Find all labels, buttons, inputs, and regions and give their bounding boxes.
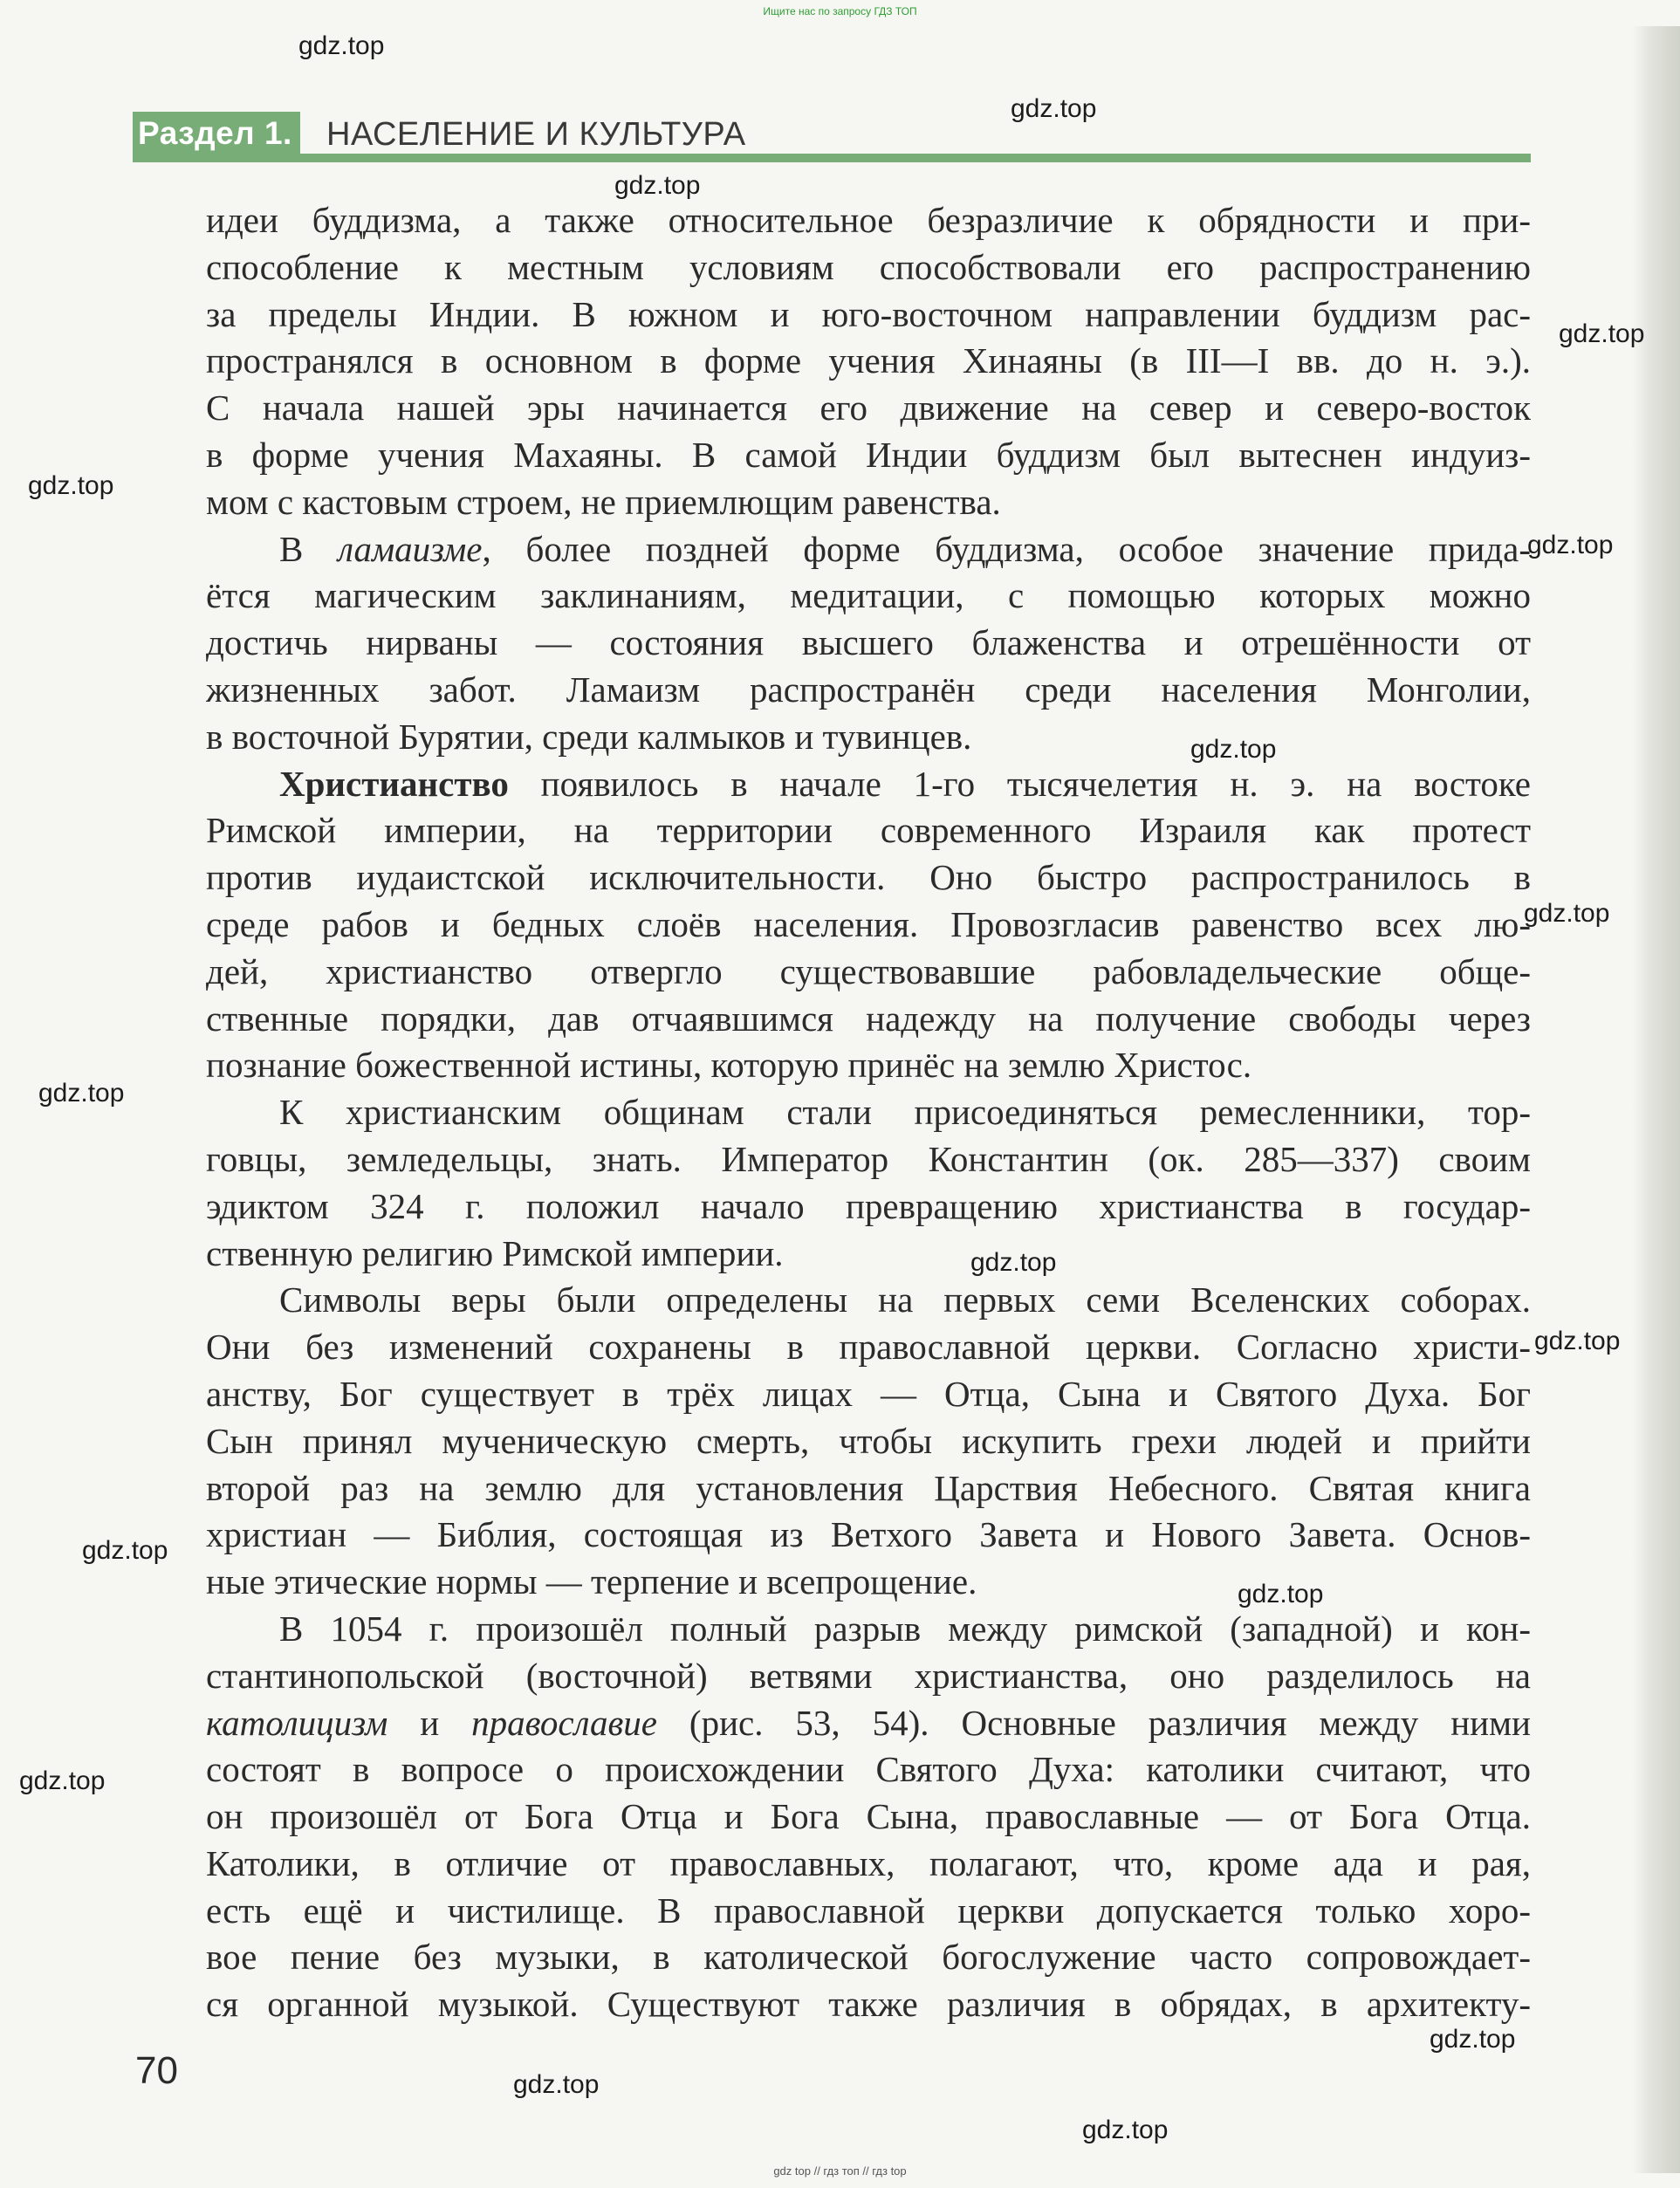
text-line: мом с кастовым строем, не приемлющим равенства. [206, 481, 1001, 522]
body-text [206, 197, 1531, 2028]
watermark: gdz.top [1534, 1327, 1621, 1355]
text-line: стантинопольской (восточной) ветвями христианства, оно разделилось на [206, 1655, 1531, 1696]
text-line: Христианство появилось в начале 1-го тысячелетия н. э. на востоке [279, 763, 1531, 804]
text-line: ственные порядки, дав отчаявшимся надежду на получение свободы через [206, 998, 1531, 1039]
text-line: среде рабов и бедных слоёв населения. Провозгласив равенство всех лю- [206, 903, 1531, 944]
text-line: за пределы Индии. В южном и юго-восточном направлении буддизм рас- [206, 293, 1531, 334]
watermark: gdz.top [1190, 735, 1277, 764]
text-line: он произошёл от Бога Отца и Бога Сына, православные — от Бога Отца. [206, 1796, 1531, 1837]
text-line: Римской империи, на территории современного Израиля как протест [206, 810, 1531, 851]
watermark: gdz.top [1524, 899, 1610, 928]
text-line: пространялся в основном в форме учения Хинаяны (в III—I вв. до н. э.). [206, 340, 1531, 381]
text-line: говцы, земледельцы, знать. Император Константин (ок. 285—337) своим [206, 1138, 1531, 1179]
text-line: достичь нирваны — состояния высшего блаженства и отрешённости от [206, 622, 1531, 663]
text-line: идеи буддизма, а также относительное безразличие к обрядности и при- [206, 200, 1531, 240]
text-line: дей, христианство отвергло существовавшие рабовладельческие обще- [206, 950, 1531, 991]
text-line: католицизм и православие (рис. 53, 54). Основные различия между ними [206, 1702, 1531, 1743]
term-catholicism: католицизм [206, 1702, 388, 1743]
section-label: Раздел 1. [133, 112, 300, 155]
text-line: анству, Бог существует в трёх лицах — Отца, Сына и Святого Духа. Бог [206, 1373, 1531, 1414]
text-line: В ламаизме, более поздней форме буддизма, особое значение прида- [279, 528, 1531, 569]
watermark: gdz.top [28, 471, 114, 500]
text-line: Католики, в отличие от православных, полагают, что, кроме ада и рая, [206, 1842, 1531, 1883]
watermark: gdz.top [1527, 531, 1614, 559]
text-line: способление к местным условиям способствовали его распространению [206, 246, 1531, 287]
text-line: Они без изменений сохранены в православной церкви. Согласно христи- [206, 1327, 1531, 1368]
watermark: gdz.top [19, 1766, 106, 1795]
watermark: gdz.top [1559, 319, 1645, 348]
text-line: С начала нашей эры начинается его движение на север и северо-восток [206, 388, 1531, 429]
watermark: gdz.top [1082, 2116, 1169, 2144]
text-line: К христианским общинам стали присоединяться ремесленники, тор- [279, 1092, 1531, 1133]
text-line: второй раз на землю для установления Царствия Небесного. Святая книга [206, 1467, 1531, 1508]
text-line: в форме учения Махаяны. В самой Индии буддизм был вытеснен индуиз- [206, 434, 1531, 475]
section-title: НАСЕЛЕНИЕ И КУЛЬТУРА [326, 116, 746, 153]
watermark: gdz.top [1011, 94, 1097, 123]
text-line: ётся магическим заклинаниям, медитации, с помощью которых можно [206, 575, 1531, 616]
watermark: gdz.top [1238, 1580, 1324, 1608]
text-line: эдиктом 324 г. положил начало превращению христианства в государ- [206, 1185, 1531, 1226]
top-banner[interactable]: Ищите нас по запросу ГДЗ ТОП [763, 5, 917, 17]
watermark: gdz.top [298, 31, 385, 60]
text-line: ные этические нормы — терпение и всепрощение. [206, 1561, 977, 1602]
text-line: вое пение без музыки, в католической богослужение часто сопровождает- [206, 1937, 1531, 1978]
text-line: ственную религию Римской империи. [206, 1232, 784, 1273]
text-line: состоят в вопросе о происхождении Святого Духа: католики считают, что [206, 1749, 1531, 1790]
watermark: gdz.top [1430, 2025, 1516, 2054]
watermark: gdz.top [38, 1079, 125, 1108]
text-line: Символы веры были определены на первых семи Вселенских соборах. [279, 1279, 1531, 1320]
header-rule [133, 154, 1531, 162]
text-line: в восточной Бурятии, среди калмыков и тувинцев. [206, 716, 972, 757]
watermark: gdz.top [513, 2070, 600, 2099]
watermark: gdz.top [614, 171, 701, 200]
term-orthodoxy: православие [471, 1702, 657, 1743]
text-line: ся органной музыкой. Существуют также различия в обрядах, в архитекту- [206, 1984, 1531, 2025]
text-line: Сын принял мученическую смерть, чтобы искупить грехи людей и прийти [206, 1420, 1531, 1461]
text-line: познание божественной истины, которую принёс на землю Христос. [206, 1045, 1252, 1086]
watermark: gdz.top [82, 1536, 168, 1565]
text-line: христиан — Библия, состоящая из Ветхого Завета и Нового Завета. Основ- [206, 1514, 1531, 1555]
section-header [133, 112, 1531, 162]
text-line: В 1054 г. произошёл полный разрыв между римской (западной) и кон- [279, 1608, 1531, 1649]
page-number: 70 [135, 2049, 178, 2092]
term-lamaism: ламаизме [338, 528, 483, 569]
text-line: жизненных забот. Ламаизм распространён среди населения Монголии, [206, 669, 1531, 710]
term-christianity: Христианство [279, 763, 509, 804]
bottom-banner[interactable]: gdz top // гдз топ // гдз top [773, 2164, 907, 2178]
watermark: gdz.top [970, 1248, 1057, 1277]
text-line: против иудаистской исключительности. Оно быстро распространилось в [206, 857, 1531, 898]
text-line: есть ещё и чистилище. В православной церкви допускается только хоро- [206, 1890, 1531, 1931]
